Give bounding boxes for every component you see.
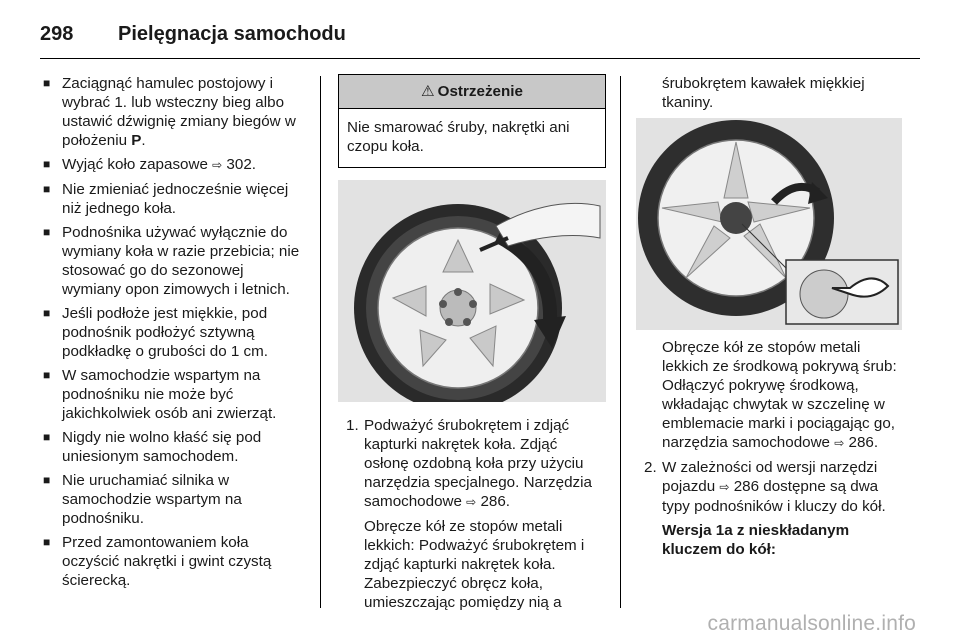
bullet-item: ■ Zaciągnąć hamulec postojowy i wybrać 1. lub wsteczny bieg albo ustawić dźwignię zmiany biegów w położeniu P. xyxy=(43,75,296,149)
warning-title: Ostrzeżenie xyxy=(437,83,523,100)
bullet-square-icon: ■ xyxy=(43,182,51,196)
page-number: 298 xyxy=(40,22,74,45)
column-1 xyxy=(40,74,305,595)
bullet-square-icon: ■ xyxy=(43,368,51,382)
page-ref[interactable]: 286. xyxy=(848,434,879,451)
bullet-item: ■ Nigdy nie wolno kłaść się pod uniesionym samochodem. xyxy=(43,429,262,465)
bullet-square-icon: ■ xyxy=(43,225,51,239)
header-rule xyxy=(40,58,920,59)
bullet-square-icon: ■ xyxy=(43,76,51,90)
bullet-item: ■ Jeśli podłoże jest miękkie, pod podnośnik podłożyć sztywną podkładkę o grubości do 1 cm. xyxy=(43,305,268,360)
warning-box xyxy=(338,74,606,168)
warning-header xyxy=(339,75,605,109)
page-ref-arrow-icon: ⇨ xyxy=(466,495,477,509)
bullet-item: ■ Wyjąć koło zapasowe ⇨ 302. xyxy=(43,156,256,173)
page-ref-arrow-icon: ⇨ xyxy=(834,436,845,450)
step-number: 2. xyxy=(644,459,657,476)
bullet-item: ■ W samochodzie wspartym na podnośniku nie może być jakichkolwiek osób ani zwierząt. xyxy=(43,367,277,422)
warning-triangle-icon: ⚠ xyxy=(421,83,435,100)
step-1-alloy-note: Obręcze kół ze stopów metali lekkich: Podważyć śrubokrętem i zdjąć kapturki nakrętek koła. Zabezpieczyć obręcz koła, umieszczając pomiędzy nią a xyxy=(364,518,585,611)
bullet-item: ■ Nie zmieniać jednocześnie więcej niż jednego koła. xyxy=(43,181,289,217)
bullet-square-icon: ■ xyxy=(43,306,51,320)
wheel-cover-removal-illustration xyxy=(338,180,606,402)
bullet-square-icon: ■ xyxy=(43,430,51,444)
step-1: 1. Podważyć śrubokrętem i zdjąć kapturki nakrętek koła. Zdjąć osłonę ozdobną koła przy użyciu narzędzia specjalnego. Narzędzia samochodowe ⇨ 286. xyxy=(346,417,592,510)
bullet-square-icon: ■ xyxy=(43,473,51,487)
column-3 xyxy=(636,74,906,559)
version-1a-heading: Wersja 1a z nieskładanym kluczem do kół: xyxy=(662,522,850,558)
step-2: 2. W zależności od wersji narzędzi pojazdu ⇨ 286 dostępne są dwa typy podnośników i kluczy do kół. xyxy=(644,459,886,515)
bullet-square-icon: ■ xyxy=(43,535,51,549)
alloy-center-cap-note: Obręcze kół ze stopów metali lekkich ze środkową pokrywą śrub: Odłączyć pokrywę środkową, wkładając chwytak w szczelinę w emblemacie marki i pociągając go, narzędzia samochodowe ⇨ 286. xyxy=(662,339,897,451)
page-ref[interactable]: 286. xyxy=(480,493,511,510)
step-number: 1. xyxy=(346,417,359,434)
column-divider xyxy=(320,76,321,608)
bullet-item: ■ Podnośnika używać wyłącznie do wymiany koła w razie przebicia; nie stosować go do sezonowej wymiany opon zimowych i letnich. xyxy=(43,224,300,298)
warning-body: Nie smarować śruby, nakrętki ani czopu koła. xyxy=(347,119,570,155)
watermark: carmanualsonline.info xyxy=(707,612,916,635)
page-ref-arrow-icon: ⇨ xyxy=(212,158,223,172)
bullet-item: ■ Przed zamontowaniem koła oczyścić nakrętki i gwint czystą ścierecką. xyxy=(43,534,272,589)
bullet-square-icon: ■ xyxy=(43,157,51,171)
page-ref[interactable]: 302. xyxy=(226,156,256,173)
gear-position-p: P xyxy=(131,132,142,149)
bullet-item: ■ Nie uruchamiać silnika w samochodzie wspartym na podnośniku. xyxy=(43,472,242,527)
step-1-continuation: śrubokrętem kawałek miękkiej tkaniny. xyxy=(662,75,865,111)
page-header xyxy=(40,16,346,52)
column-2 xyxy=(338,74,606,612)
chapter-title: Pielęgnacja samochodu xyxy=(118,22,346,45)
page-ref-arrow-icon: ⇨ xyxy=(719,480,730,494)
column-divider xyxy=(620,76,621,608)
alloy-wheel-center-cap-illustration xyxy=(636,118,902,330)
page-ref[interactable]: 286 xyxy=(733,478,760,495)
